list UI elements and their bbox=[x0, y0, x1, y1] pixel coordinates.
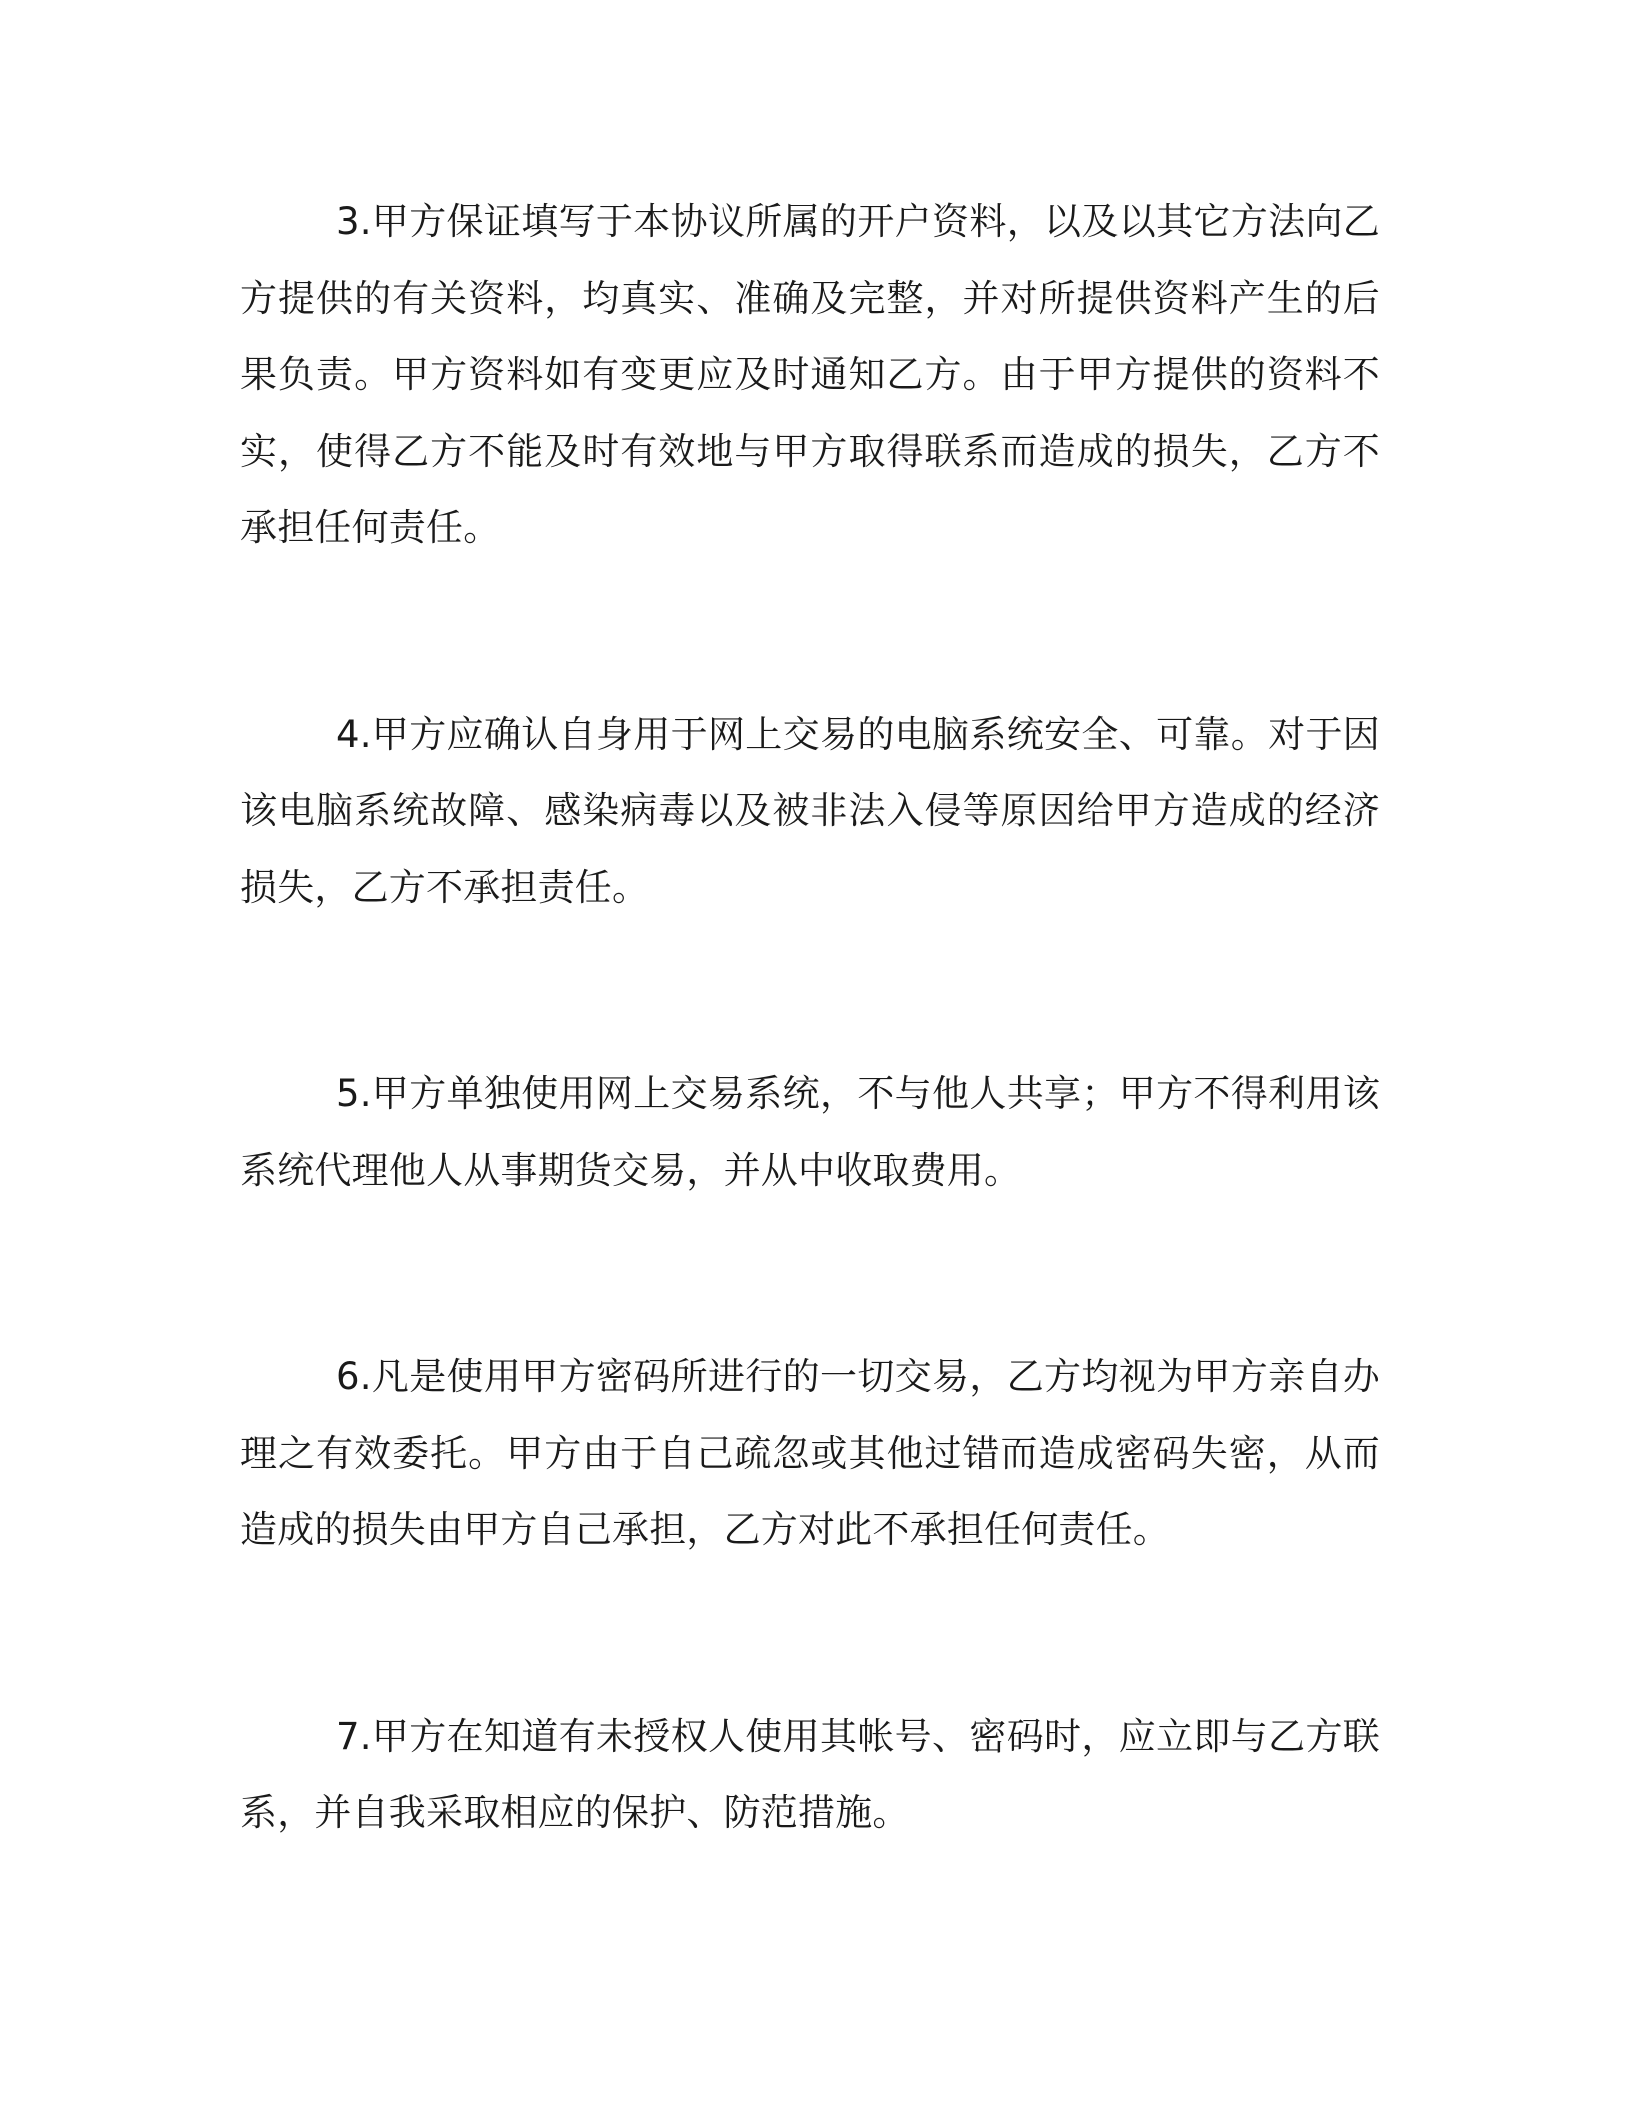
clause-4-paragraph: 4.甲方应确认自身用于网上交易的电脑系统安全、可靠。对于因该电脑系统故障、感染病毒以及被非法入侵等原因给甲方造成的经济损失，乙方不承担责任。 bbox=[240, 712, 1380, 909]
document-body bbox=[240, 184, 1380, 1852]
clause-5-paragraph: 5.甲方单独使用网上交易系统，不与他人共享；甲方不得利用该系统代理他人从事期货交易，并从中收取费用。 bbox=[240, 1072, 1380, 1192]
clause-7-paragraph: 7.甲方在知道有未授权人使用其帐号、密码时，应立即与乙方联系，并自我采取相应的保护、防范措施。 bbox=[240, 1714, 1380, 1834]
clause-3-paragraph: 3.甲方保证填写于本协议所属的开户资料，以及以其它方法向乙方提供的有关资料，均真实、准确及完整，并对所提供资料产生的后果负责。甲方资料如有变更应及时通知乙方。由于甲方提供的资料不实，使得乙方不能及时有效地与甲方取得联系而造成的损失，乙方不承担任何责任。 bbox=[240, 200, 1380, 549]
clause-6-paragraph: 6.凡是使用甲方密码所进行的一切交易，乙方均视为甲方亲自办理之有效委托。甲方由于自己疏忽或其他过错而造成密码失密，从而造成的损失由甲方自己承担，乙方对此不承担任何责任。 bbox=[240, 1355, 1380, 1551]
